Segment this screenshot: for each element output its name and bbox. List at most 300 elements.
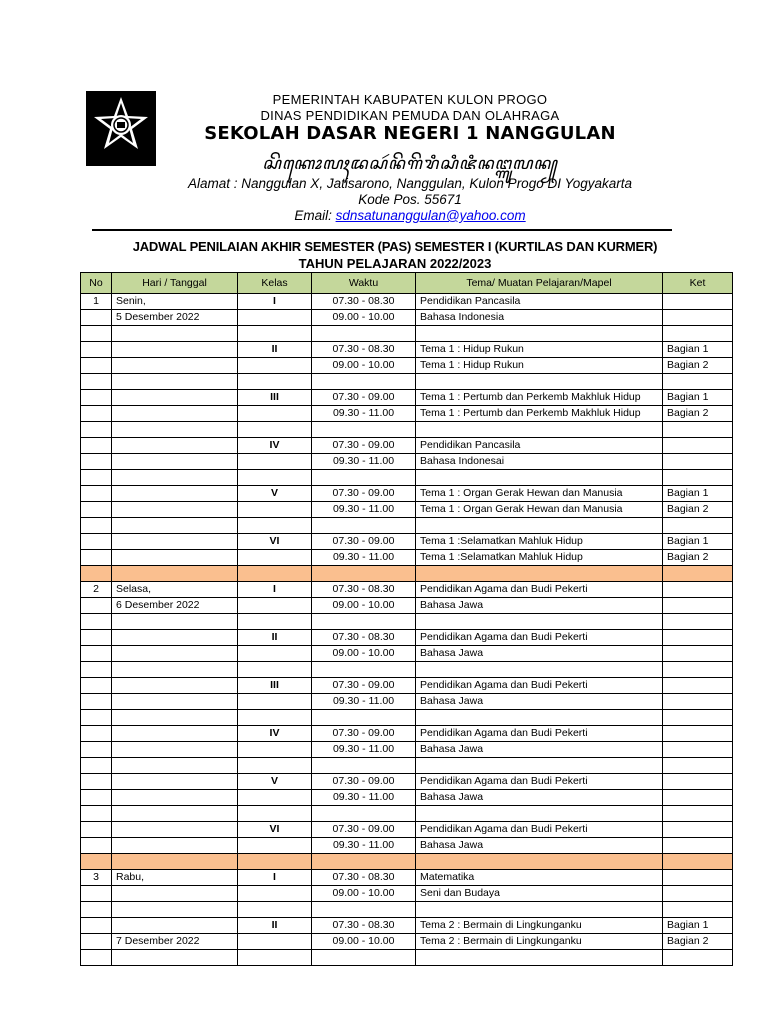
day-date-cell	[112, 854, 238, 870]
day-date-cell	[112, 950, 238, 966]
day-date-cell: 7 Desember 2022	[112, 934, 238, 950]
table-row	[81, 758, 733, 774]
table-row	[81, 902, 733, 918]
subject-cell: Tema 1 : Hidup Rukun	[416, 342, 663, 358]
table-row	[81, 790, 733, 806]
class-cell	[238, 662, 312, 678]
no-cell	[81, 646, 112, 662]
table-row	[81, 806, 733, 822]
time-cell	[312, 854, 416, 870]
note-cell	[663, 646, 733, 662]
time-cell: 09.00 - 10.00	[312, 310, 416, 326]
no-cell	[81, 662, 112, 678]
time-cell: 09.00 - 10.00	[312, 358, 416, 374]
class-cell	[238, 710, 312, 726]
time-cell: 07.30 - 09.00	[312, 390, 416, 406]
no-cell	[81, 934, 112, 950]
day-date-cell	[112, 758, 238, 774]
no-cell	[81, 742, 112, 758]
class-cell	[238, 598, 312, 614]
header-kelas: Kelas	[238, 273, 312, 294]
note-cell	[663, 470, 733, 486]
time-cell	[312, 374, 416, 390]
time-cell: 07.30 - 09.00	[312, 774, 416, 790]
day-date-cell	[112, 518, 238, 534]
table-row	[81, 310, 733, 326]
note-cell	[663, 790, 733, 806]
table-row	[81, 646, 733, 662]
class-cell	[238, 902, 312, 918]
time-cell: 07.30 - 09.00	[312, 486, 416, 502]
time-cell: 07.30 - 08.30	[312, 630, 416, 646]
class-cell	[238, 694, 312, 710]
table-row	[81, 838, 733, 854]
note-cell: Bagian 1	[663, 918, 733, 934]
time-cell: 09.00 - 10.00	[312, 598, 416, 614]
class-cell: VI	[238, 534, 312, 550]
class-cell: III	[238, 678, 312, 694]
note-cell	[663, 822, 733, 838]
day-date-cell: Rabu,	[112, 870, 238, 886]
subject-cell: Tema 2 : Bermain di Lingkunganku	[416, 934, 663, 950]
day-date-cell	[112, 710, 238, 726]
day-date-cell	[112, 726, 238, 742]
no-cell	[81, 822, 112, 838]
time-cell: 09.30 - 11.00	[312, 694, 416, 710]
subject-cell: Bahasa Jawa	[416, 598, 663, 614]
note-cell	[663, 950, 733, 966]
header-hari-tanggal: Hari / Tanggal	[112, 273, 238, 294]
time-cell	[312, 662, 416, 678]
no-cell	[81, 390, 112, 406]
table-row	[81, 742, 733, 758]
table-row	[81, 886, 733, 902]
table-row	[81, 678, 733, 694]
table-row	[81, 934, 733, 950]
table-row	[81, 342, 733, 358]
email-line	[160, 208, 660, 223]
class-cell: I	[238, 582, 312, 598]
javanese-script-name: ꦱꦼꦏꦺꦴꦭꦃꦢꦱꦂꦤꦼꦒꦼꦫꦶꦱꦶꦗꦶꦤꦔ꧀ꦒꦸꦭꦤ꧀	[262, 154, 558, 174]
class-cell: V	[238, 774, 312, 790]
class-cell	[238, 326, 312, 342]
no-cell	[81, 694, 112, 710]
note-cell: Bagian 1	[663, 534, 733, 550]
no-cell	[81, 806, 112, 822]
no-cell	[81, 310, 112, 326]
no-cell	[81, 790, 112, 806]
note-cell	[663, 710, 733, 726]
table-header-row	[81, 273, 733, 294]
table-row	[81, 614, 733, 630]
subject-cell: Pendidikan Agama dan Budi Pekerti	[416, 774, 663, 790]
day-date-cell	[112, 742, 238, 758]
day-date-cell: 6 Desember 2022	[112, 598, 238, 614]
note-cell	[663, 614, 733, 630]
class-cell	[238, 406, 312, 422]
class-cell	[238, 566, 312, 582]
no-cell	[81, 854, 112, 870]
time-cell	[312, 710, 416, 726]
class-cell	[238, 790, 312, 806]
day-date-cell: 5 Desember 2022	[112, 310, 238, 326]
note-cell: Bagian 2	[663, 550, 733, 566]
subject-cell: Bahasa Jawa	[416, 742, 663, 758]
table-row	[81, 918, 733, 934]
schedule-body	[81, 294, 733, 966]
table-row	[81, 438, 733, 454]
class-cell: VI	[238, 822, 312, 838]
day-date-cell	[112, 918, 238, 934]
class-cell: II	[238, 918, 312, 934]
subject-cell: Pendidikan Agama dan Budi Pekerti	[416, 822, 663, 838]
note-cell	[663, 758, 733, 774]
class-cell: II	[238, 630, 312, 646]
table-row	[81, 422, 733, 438]
class-cell	[238, 502, 312, 518]
subject-cell: Pendidikan Agama dan Budi Pekerti	[416, 630, 663, 646]
time-cell	[312, 614, 416, 630]
note-cell	[663, 454, 733, 470]
table-row	[81, 486, 733, 502]
day-date-cell	[112, 566, 238, 582]
no-cell	[81, 886, 112, 902]
note-cell	[663, 582, 733, 598]
no-cell	[81, 678, 112, 694]
time-cell: 09.30 - 11.00	[312, 454, 416, 470]
class-cell: II	[238, 342, 312, 358]
note-cell	[663, 518, 733, 534]
time-cell	[312, 806, 416, 822]
day-date-cell	[112, 806, 238, 822]
day-date-cell	[112, 838, 238, 854]
time-cell	[312, 470, 416, 486]
subject-cell: Bahasa Indonesia	[416, 310, 663, 326]
class-cell	[238, 854, 312, 870]
class-cell: IV	[238, 438, 312, 454]
table-row	[81, 358, 733, 374]
subject-cell: Pendidikan Agama dan Budi Pekerti	[416, 582, 663, 598]
no-cell: 1	[81, 294, 112, 310]
day-date-cell	[112, 502, 238, 518]
time-cell: 07.30 - 08.30	[312, 870, 416, 886]
time-cell	[312, 518, 416, 534]
no-cell	[81, 598, 112, 614]
department-name: DINAS PENDIDIKAN PEMUDA DAN OLAHRAGA	[260, 108, 560, 123]
class-cell	[238, 758, 312, 774]
day-date-cell	[112, 902, 238, 918]
class-cell	[238, 358, 312, 374]
subject-cell	[416, 374, 663, 390]
subject-cell: Tema 1 : Organ Gerak Hewan dan Manusia	[416, 502, 663, 518]
table-row	[81, 550, 733, 566]
note-cell: Bagian 2	[663, 358, 733, 374]
day-date-cell: Senin,	[112, 294, 238, 310]
note-cell	[663, 870, 733, 886]
no-cell	[81, 950, 112, 966]
subject-cell	[416, 470, 663, 486]
time-cell: 07.30 - 09.00	[312, 438, 416, 454]
day-date-cell	[112, 694, 238, 710]
no-cell	[81, 838, 112, 854]
note-cell: Bagian 2	[663, 502, 733, 518]
subject-cell: Bahasa Jawa	[416, 790, 663, 806]
class-cell	[238, 374, 312, 390]
subject-cell	[416, 662, 663, 678]
subject-cell	[416, 854, 663, 870]
time-cell: 09.30 - 11.00	[312, 838, 416, 854]
day-date-cell	[112, 422, 238, 438]
class-cell	[238, 550, 312, 566]
day-date-cell	[112, 406, 238, 422]
table-row	[81, 582, 733, 598]
table-row	[81, 598, 733, 614]
school-logo	[86, 91, 156, 166]
subject-cell	[416, 902, 663, 918]
time-cell: 09.00 - 10.00	[312, 646, 416, 662]
time-cell: 09.30 - 11.00	[312, 502, 416, 518]
day-date-cell: Selasa,	[112, 582, 238, 598]
subject-cell	[416, 710, 663, 726]
time-cell: 07.30 - 09.00	[312, 534, 416, 550]
note-cell	[663, 806, 733, 822]
no-cell	[81, 406, 112, 422]
subject-cell: Pendidikan Agama dan Budi Pekerti	[416, 678, 663, 694]
note-cell: Bagian 2	[663, 934, 733, 950]
table-row	[81, 662, 733, 678]
class-cell	[238, 886, 312, 902]
table-row	[81, 630, 733, 646]
day-date-cell	[112, 454, 238, 470]
no-cell	[81, 630, 112, 646]
day-date-cell	[112, 630, 238, 646]
subject-cell: Bahasa Jawa	[416, 838, 663, 854]
header-no: No	[81, 273, 112, 294]
table-row	[81, 694, 733, 710]
subject-cell: Pendidikan Pancasila	[416, 294, 663, 310]
table-row	[81, 710, 733, 726]
subject-cell: Seni dan Budaya	[416, 886, 663, 902]
no-cell	[81, 918, 112, 934]
day-date-cell	[112, 774, 238, 790]
subject-cell	[416, 758, 663, 774]
table-row	[81, 502, 733, 518]
subject-cell: Tema 1 : Pertumb dan Perkemb Makhluk Hidup	[416, 390, 663, 406]
no-cell: 2	[81, 582, 112, 598]
note-cell	[663, 902, 733, 918]
no-cell	[81, 534, 112, 550]
day-date-cell	[112, 886, 238, 902]
table-row	[81, 294, 733, 310]
note-cell	[663, 662, 733, 678]
table-row	[81, 822, 733, 838]
time-cell: 07.30 - 08.30	[312, 294, 416, 310]
day-date-cell	[112, 646, 238, 662]
time-cell: 07.30 - 08.30	[312, 582, 416, 598]
no-cell	[81, 566, 112, 582]
table-row	[81, 406, 733, 422]
no-cell	[81, 422, 112, 438]
day-date-cell	[112, 486, 238, 502]
day-separator-row	[81, 854, 733, 870]
time-cell	[312, 422, 416, 438]
subject-cell: Tema 1 : Organ Gerak Hewan dan Manusia	[416, 486, 663, 502]
subject-cell	[416, 566, 663, 582]
subject-cell: Pendidikan Agama dan Budi Pekerti	[416, 726, 663, 742]
no-cell	[81, 550, 112, 566]
no-cell	[81, 614, 112, 630]
time-cell	[312, 950, 416, 966]
day-date-cell	[112, 550, 238, 566]
day-date-cell	[112, 614, 238, 630]
note-cell: Bagian 1	[663, 486, 733, 502]
email-label: Email:	[294, 208, 336, 223]
note-cell	[663, 310, 733, 326]
no-cell	[81, 486, 112, 502]
time-cell: 07.30 - 08.30	[312, 342, 416, 358]
class-cell: III	[238, 390, 312, 406]
no-cell	[81, 454, 112, 470]
class-cell	[238, 470, 312, 486]
subject-cell: Tema 1 :Selamatkan Mahluk Hidup	[416, 534, 663, 550]
school-name: SEKOLAH DASAR NEGERI 1 NANGGULAN	[204, 123, 616, 144]
note-cell	[663, 438, 733, 454]
day-date-cell	[112, 822, 238, 838]
subject-cell	[416, 326, 663, 342]
no-cell	[81, 502, 112, 518]
note-cell: Bagian 1	[663, 390, 733, 406]
note-cell	[663, 422, 733, 438]
time-cell: 07.30 - 09.00	[312, 678, 416, 694]
class-cell	[238, 454, 312, 470]
day-date-cell	[112, 390, 238, 406]
note-cell	[663, 838, 733, 854]
time-cell	[312, 326, 416, 342]
subject-cell	[416, 806, 663, 822]
day-date-cell	[112, 342, 238, 358]
subject-cell: Pendidikan Pancasila	[416, 438, 663, 454]
header-ket: Ket	[663, 273, 733, 294]
time-cell: 07.30 - 09.00	[312, 822, 416, 838]
day-separator-row	[81, 566, 733, 582]
day-date-cell	[112, 678, 238, 694]
no-cell	[81, 710, 112, 726]
note-cell	[663, 598, 733, 614]
note-cell	[663, 294, 733, 310]
class-cell	[238, 310, 312, 326]
note-cell	[663, 774, 733, 790]
subject-cell	[416, 422, 663, 438]
no-cell	[81, 358, 112, 374]
time-cell: 09.00 - 10.00	[312, 934, 416, 950]
table-row	[81, 454, 733, 470]
no-cell	[81, 726, 112, 742]
subject-cell: Bahasa Jawa	[416, 694, 663, 710]
subject-cell: Tema 1 : Pertumb dan Perkemb Makhluk Hidup	[416, 406, 663, 422]
note-cell	[663, 566, 733, 582]
class-cell	[238, 838, 312, 854]
subject-cell	[416, 950, 663, 966]
exam-schedule-table	[80, 272, 733, 966]
note-cell	[663, 726, 733, 742]
time-cell	[312, 758, 416, 774]
class-cell: I	[238, 294, 312, 310]
table-row	[81, 374, 733, 390]
class-cell	[238, 950, 312, 966]
class-cell	[238, 806, 312, 822]
email-link[interactable]: sdnsatunanggulan@yahoo.com	[335, 208, 526, 223]
no-cell	[81, 326, 112, 342]
day-date-cell	[112, 358, 238, 374]
day-date-cell	[112, 438, 238, 454]
table-row	[81, 326, 733, 342]
class-cell	[238, 646, 312, 662]
no-cell	[81, 342, 112, 358]
class-cell	[238, 934, 312, 950]
document-title: JADWAL PENILAIAN AKHIR SEMESTER (PAS) SEMESTER I (KURTILAS DAN KURMER)	[132, 239, 658, 254]
table-row	[81, 950, 733, 966]
table-row	[81, 774, 733, 790]
subject-cell: Tema 1 :Selamatkan Mahluk Hidup	[416, 550, 663, 566]
table-row	[81, 390, 733, 406]
day-date-cell	[112, 374, 238, 390]
subject-cell	[416, 614, 663, 630]
table-row	[81, 470, 733, 486]
subject-cell: Tema 2 : Bermain di Lingkunganku	[416, 918, 663, 934]
time-cell: 09.30 - 11.00	[312, 742, 416, 758]
time-cell: 09.30 - 11.00	[312, 550, 416, 566]
no-cell: 3	[81, 870, 112, 886]
postal-code: Kode Pos. 55671	[358, 192, 462, 207]
day-date-cell	[112, 470, 238, 486]
class-cell: I	[238, 870, 312, 886]
no-cell	[81, 438, 112, 454]
time-cell	[312, 902, 416, 918]
no-cell	[81, 374, 112, 390]
note-cell	[663, 326, 733, 342]
note-cell	[663, 630, 733, 646]
class-cell	[238, 518, 312, 534]
no-cell	[81, 774, 112, 790]
no-cell	[81, 518, 112, 534]
table-row	[81, 870, 733, 886]
day-date-cell	[112, 326, 238, 342]
note-cell	[663, 678, 733, 694]
header-divider	[92, 229, 672, 231]
time-cell: 09.30 - 11.00	[312, 406, 416, 422]
day-date-cell	[112, 662, 238, 678]
note-cell: Bagian 2	[663, 406, 733, 422]
table-row	[81, 518, 733, 534]
note-cell	[663, 742, 733, 758]
note-cell: Bagian 1	[663, 342, 733, 358]
subject-cell: Tema 1 : Hidup Rukun	[416, 358, 663, 374]
time-cell	[312, 566, 416, 582]
day-date-cell	[112, 790, 238, 806]
time-cell: 07.30 - 09.00	[312, 726, 416, 742]
no-cell	[81, 758, 112, 774]
day-date-cell	[112, 534, 238, 550]
no-cell	[81, 902, 112, 918]
government-name: PEMERINTAH KABUPATEN KULON PROGO	[272, 92, 548, 107]
academic-year: TAHUN PELAJARAN 2022/2023	[298, 256, 492, 271]
class-cell	[238, 614, 312, 630]
subject-cell: Bahasa Indonesai	[416, 454, 663, 470]
note-cell	[663, 854, 733, 870]
time-cell: 09.30 - 11.00	[312, 790, 416, 806]
header-mapel: Tema/ Muatan Pelajaran/Mapel	[416, 273, 663, 294]
time-cell: 07.30 - 08.30	[312, 918, 416, 934]
